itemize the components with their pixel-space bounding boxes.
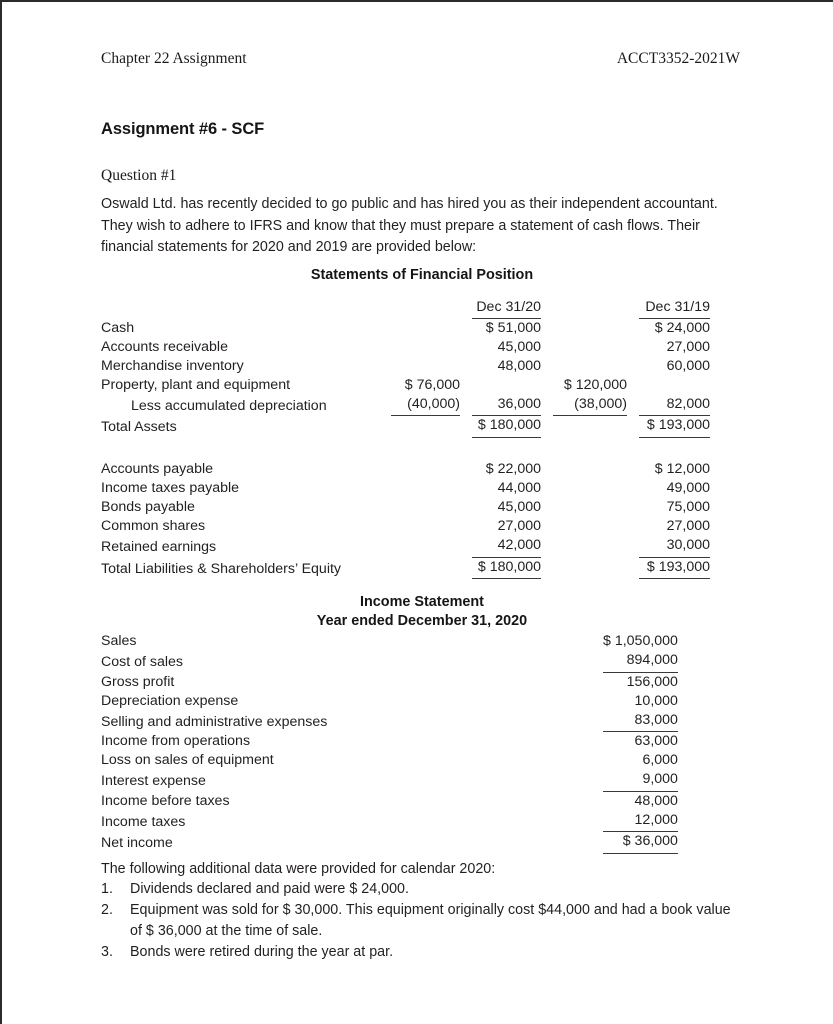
list-item-text: Dividends declared and paid were $ 24,000. — [130, 881, 409, 897]
row-label: Income from operations — [101, 733, 251, 749]
row-value-2020: 48,000 — [497, 357, 541, 374]
row-value-2019: $ 24,000 — [654, 319, 710, 336]
row-label: Bonds payable — [101, 499, 195, 515]
table-row — [101, 498, 710, 517]
assignment-title: Assignment #6 - SCF — [101, 120, 265, 138]
sfp-assets-table — [101, 298, 710, 438]
row-value-2020: 27,000 — [497, 518, 541, 534]
row-value-2020: 44,000 — [497, 480, 541, 496]
row-label: Income taxes payable — [101, 480, 240, 496]
table-row — [101, 651, 678, 672]
table-row — [101, 692, 678, 711]
row-label: Accounts payable — [101, 461, 213, 477]
row-label: Loss on sales of equipment — [101, 752, 274, 768]
row-label: Property, plant and equipment — [101, 376, 291, 393]
total-assets-2020: $ 180,000 — [472, 416, 541, 438]
row-label: Depreciation expense — [101, 692, 239, 709]
table-row — [101, 672, 678, 692]
header-course-title: Chapter 22 Assignment — [101, 50, 247, 67]
row-value-2019: 27,000 — [666, 518, 710, 534]
row-value: $ 1,050,000 — [603, 633, 678, 649]
income-statement-heading: Income Statement — [360, 594, 484, 610]
row-value-2019: 82,000 — [639, 395, 710, 416]
table-row — [101, 318, 710, 338]
table-row — [101, 732, 678, 752]
row-value: 12,000 — [603, 811, 678, 832]
row-label: Gross profit — [101, 673, 175, 690]
row-label: Total Assets — [101, 419, 177, 435]
table-row — [101, 357, 710, 376]
document-header — [101, 50, 740, 68]
table-row — [101, 517, 710, 536]
total-liab-equity-2020: $ 180,000 — [472, 557, 541, 579]
list-marker: 3. — [101, 943, 113, 960]
row-label: Merchandise inventory — [101, 357, 244, 374]
row-value-ppe-cost-2019: $ 120,000 — [563, 376, 627, 393]
sfp-column-header-row — [101, 298, 710, 318]
header-course-code: ACCT3352-2021W — [616, 50, 740, 67]
row-value-2020: $ 51,000 — [485, 319, 541, 336]
row-value-2019: 49,000 — [666, 480, 710, 496]
row-value-2019: 30,000 — [639, 536, 710, 557]
row-value: 48,000 — [634, 792, 678, 809]
income-statement-table — [101, 632, 678, 854]
row-label: Cost of sales — [101, 654, 184, 670]
list-item-text: Bonds were retired during the year at par. — [130, 943, 394, 960]
sfp-col-header-2019: Dec 31/19 — [639, 298, 710, 318]
sfp-col-header-2020: Dec 31/20 — [472, 298, 541, 318]
row-value: 6,000 — [642, 752, 678, 768]
row-label: Income taxes — [101, 813, 186, 830]
sfp-liabilities-table — [101, 460, 710, 579]
table-row — [101, 791, 678, 811]
row-label: Cash — [101, 319, 135, 336]
row-value-2019: 75,000 — [666, 499, 710, 515]
row-label: Accounts receivable — [101, 338, 228, 355]
table-row — [101, 632, 678, 651]
table-row — [101, 536, 710, 557]
row-value-accum-dep-2020: (40,000) — [391, 395, 460, 416]
row-label: Retained earnings — [101, 539, 217, 555]
additional-data-list — [101, 879, 746, 963]
table-row — [101, 395, 710, 416]
row-label: Net income — [101, 835, 173, 851]
table-row — [101, 479, 710, 498]
table-row — [101, 811, 678, 832]
row-label: Interest expense — [101, 773, 206, 789]
table-row — [101, 770, 678, 791]
list-marker: 2. — [101, 902, 113, 918]
row-value: 83,000 — [603, 711, 678, 732]
question-label: Question #1 — [101, 167, 177, 184]
total-liab-equity-2019: $ 193,000 — [639, 557, 710, 579]
row-value: 63,000 — [634, 733, 678, 749]
income-statement-period: Year ended December 31, 2020 — [316, 613, 528, 629]
row-label: Total Liabilities & Shareholders’ Equity — [101, 560, 342, 577]
row-label: Sales — [101, 633, 137, 649]
notes-intro: The following additional data were provided for calendar 2020: — [101, 861, 496, 877]
list-item — [101, 879, 746, 900]
table-row-total — [101, 557, 710, 579]
question-intro-text: Oswald Ltd. has recently decided to go public and has hired you as their independent accountant. They wish to adhere to IFRS and know that they must prepare a statement of cash flows. Their financial statements for 2020 and 2019 are provided below: — [101, 196, 718, 255]
row-value-2020: 45,000 — [497, 338, 541, 355]
table-row-total — [101, 416, 710, 438]
list-item — [101, 900, 746, 941]
table-row — [101, 460, 710, 479]
row-label: Less accumulated depreciation — [131, 397, 327, 414]
list-item-text: Equipment was sold for $ 30,000. This equipment originally cost $44,000 and had a book value of $ 36,000 at the time of sale. — [130, 902, 731, 939]
table-row — [101, 751, 678, 770]
row-value-2020: 42,000 — [472, 536, 541, 557]
row-label: Income before taxes — [101, 792, 230, 809]
table-row — [101, 338, 710, 357]
row-value: 9,000 — [603, 770, 678, 791]
table-row — [101, 711, 678, 732]
table-row-total — [101, 832, 678, 854]
net-income-value: $ 36,000 — [603, 832, 678, 854]
row-value-2019: $ 12,000 — [654, 461, 710, 477]
row-value-2019: 27,000 — [666, 338, 710, 355]
row-value-2020: 45,000 — [497, 499, 541, 515]
row-value-2019: 60,000 — [666, 357, 710, 374]
row-value-accum-dep-2019: (38,000) — [553, 395, 627, 416]
sfp-heading: Statements of Financial Position — [310, 267, 534, 283]
list-marker: 1. — [101, 881, 113, 897]
row-value-ppe-cost-2020: $ 76,000 — [404, 376, 460, 393]
row-value-2020: 36,000 — [472, 395, 541, 416]
row-value: 10,000 — [634, 692, 678, 709]
table-row — [101, 376, 710, 395]
row-value: 894,000 — [603, 651, 678, 672]
row-value-2020: $ 22,000 — [485, 461, 541, 477]
row-label: Common shares — [101, 518, 206, 534]
total-assets-2019: $ 193,000 — [639, 416, 710, 438]
row-label: Selling and administrative expenses — [101, 713, 328, 730]
row-value: 156,000 — [626, 673, 678, 690]
list-item — [101, 942, 746, 963]
